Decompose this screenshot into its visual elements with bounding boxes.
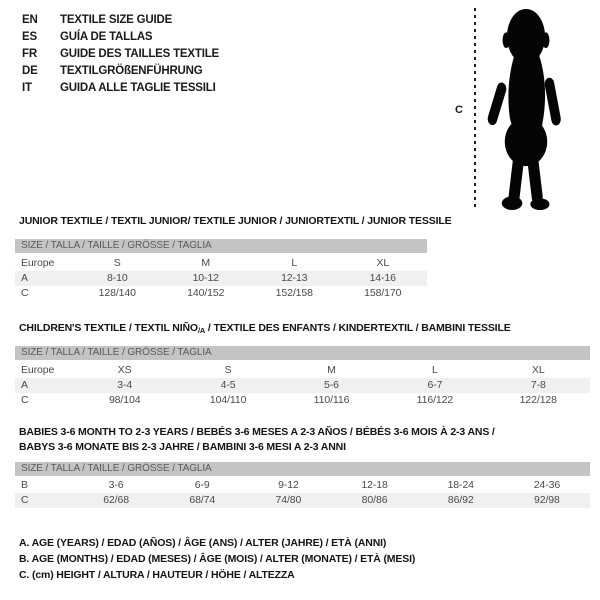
table-cell: Europe bbox=[21, 364, 55, 376]
language-title: TEXTILGRÖßENFÜHRUNG bbox=[60, 65, 203, 77]
table-cell: M bbox=[201, 257, 211, 269]
table-cell: 80/86 bbox=[361, 494, 388, 506]
table-cell: 9-12 bbox=[278, 479, 299, 491]
table-cell: 14-16 bbox=[369, 272, 396, 284]
table-cell: B bbox=[21, 479, 28, 491]
table-cell: 10-12 bbox=[192, 272, 219, 284]
note-b: B. AGE (MONTHS) / EDAD (MESES) / ÂGE (MOIS) / ALTER (MONATE) / ETÀ (MESI) bbox=[19, 553, 416, 565]
language-row bbox=[22, 46, 219, 63]
table-cell: 6-7 bbox=[427, 379, 443, 391]
table-cell: XS bbox=[117, 364, 132, 376]
table-cell: A bbox=[21, 379, 28, 391]
table-cell: S bbox=[113, 257, 121, 269]
language-title: GUIDE DES TAILLES TEXTILE bbox=[60, 48, 219, 60]
table-cell: 12-18 bbox=[361, 479, 388, 491]
note-a: A. AGE (YEARS) / EDAD (AÑOS) / ÂGE (ANS) / ALTER (JAHRE) / ETÀ (ANNI) bbox=[19, 537, 387, 549]
table-cell: C bbox=[21, 494, 29, 506]
table-row bbox=[15, 256, 427, 271]
language-code: ES bbox=[22, 31, 37, 43]
table-cell: 12-13 bbox=[281, 272, 308, 284]
table-cell: 152/158 bbox=[275, 287, 313, 299]
babies-section-title-line1: BABIES 3-6 MONTH TO 2-3 YEARS / BEBÉS 3-6 MESES A 2-3 AÑOS / BÉBÉS 3-6 MOIS À 2-3 ANS / bbox=[19, 426, 495, 438]
children-title-subscript: /A bbox=[197, 326, 206, 335]
table-cell: XL bbox=[376, 257, 390, 269]
note-c: C. (cm) HEIGHT / ALTURA / HAUTEUR / HÖHE / ALTEZZA bbox=[19, 569, 295, 581]
junior-size-header-bar: SIZE / TALLA / TAILLE / GRÖSSE / TAGLIA bbox=[15, 239, 427, 253]
table-cell: S bbox=[224, 364, 232, 376]
language-title: GUÍA DE TALLAS bbox=[60, 31, 153, 43]
children-title-prefix: CHILDREN'S TEXTILE / TEXTIL NIÑO bbox=[19, 322, 198, 334]
language-row bbox=[22, 12, 219, 29]
table-cell: C bbox=[21, 287, 29, 299]
table-cell: 158/170 bbox=[364, 287, 402, 299]
table-row bbox=[15, 271, 427, 286]
language-code: IT bbox=[22, 82, 32, 94]
baby-silhouette-icon bbox=[482, 7, 570, 212]
table-cell: XL bbox=[531, 364, 545, 376]
table-row bbox=[15, 493, 590, 508]
table-cell: 24-36 bbox=[533, 479, 561, 491]
language-header bbox=[22, 12, 219, 97]
table-cell: 4-5 bbox=[220, 379, 236, 391]
children-size-header-bar: SIZE / TALLA / TAILLE / GRÖSSE / TAGLIA bbox=[15, 346, 590, 360]
table-cell: 122/128 bbox=[519, 394, 557, 406]
children-title-suffix: / TEXTILE DES ENFANTS / KINDERTEXTIL / BAMBINI TESSILE bbox=[205, 322, 511, 334]
language-row bbox=[22, 29, 219, 46]
table-row bbox=[15, 378, 590, 393]
table-cell: 104/110 bbox=[209, 394, 247, 406]
junior-section-title: JUNIOR TEXTILE / TEXTIL JUNIOR/ TEXTILE JUNIOR / JUNIORTEXTIL / JUNIOR TESSILE bbox=[19, 215, 452, 227]
height-measure-dotted-line bbox=[474, 8, 476, 211]
table-cell: 86/92 bbox=[447, 494, 474, 506]
language-row bbox=[22, 80, 219, 97]
table-cell: 128/140 bbox=[98, 287, 136, 299]
language-row bbox=[22, 63, 219, 80]
language-title: GUIDA ALLE TAGLIE TESSILI bbox=[60, 82, 216, 94]
table-cell: L bbox=[291, 257, 298, 269]
height-label-c: C bbox=[455, 104, 463, 116]
children-section-title bbox=[19, 322, 511, 335]
table-cell: 116/122 bbox=[416, 394, 454, 406]
table-row bbox=[15, 286, 427, 301]
language-code: DE bbox=[22, 65, 38, 77]
table-cell: 3-6 bbox=[108, 479, 124, 491]
table-cell: C bbox=[21, 394, 29, 406]
language-code: EN bbox=[22, 14, 38, 26]
table-row bbox=[15, 363, 590, 378]
table-cell: A bbox=[21, 272, 28, 284]
table-cell: Europe bbox=[21, 257, 55, 269]
table-cell: 110/116 bbox=[313, 394, 350, 406]
table-cell: 62/68 bbox=[103, 494, 129, 506]
table-cell: 3-4 bbox=[117, 379, 133, 391]
language-title: TEXTILE SIZE GUIDE bbox=[60, 14, 173, 26]
table-cell: 5-6 bbox=[324, 379, 339, 391]
table-row bbox=[15, 393, 590, 408]
table-cell: M bbox=[327, 364, 336, 376]
babies-section-title-line2: BABYS 3-6 MONATE BIS 2-3 JAHRE / BAMBINI 3-6 MESI A 2-3 ANNI bbox=[19, 441, 346, 453]
table-cell: 98/104 bbox=[108, 394, 141, 406]
table-cell: 68/74 bbox=[189, 494, 216, 506]
table-cell: 18-24 bbox=[447, 479, 474, 491]
table-cell: 92/98 bbox=[534, 494, 560, 506]
table-cell: 140/152 bbox=[187, 287, 225, 299]
table-row bbox=[15, 478, 590, 493]
table-cell: 6-9 bbox=[194, 479, 210, 491]
table-cell: 74/80 bbox=[275, 494, 302, 506]
table-cell: L bbox=[432, 364, 438, 376]
table-cell: 7-8 bbox=[530, 379, 546, 391]
babies-size-header-bar: SIZE / TALLA / TAILLE / GRÖSSE / TAGLIA bbox=[15, 462, 590, 476]
table-cell: 8-10 bbox=[106, 272, 128, 284]
language-code: FR bbox=[22, 48, 37, 60]
